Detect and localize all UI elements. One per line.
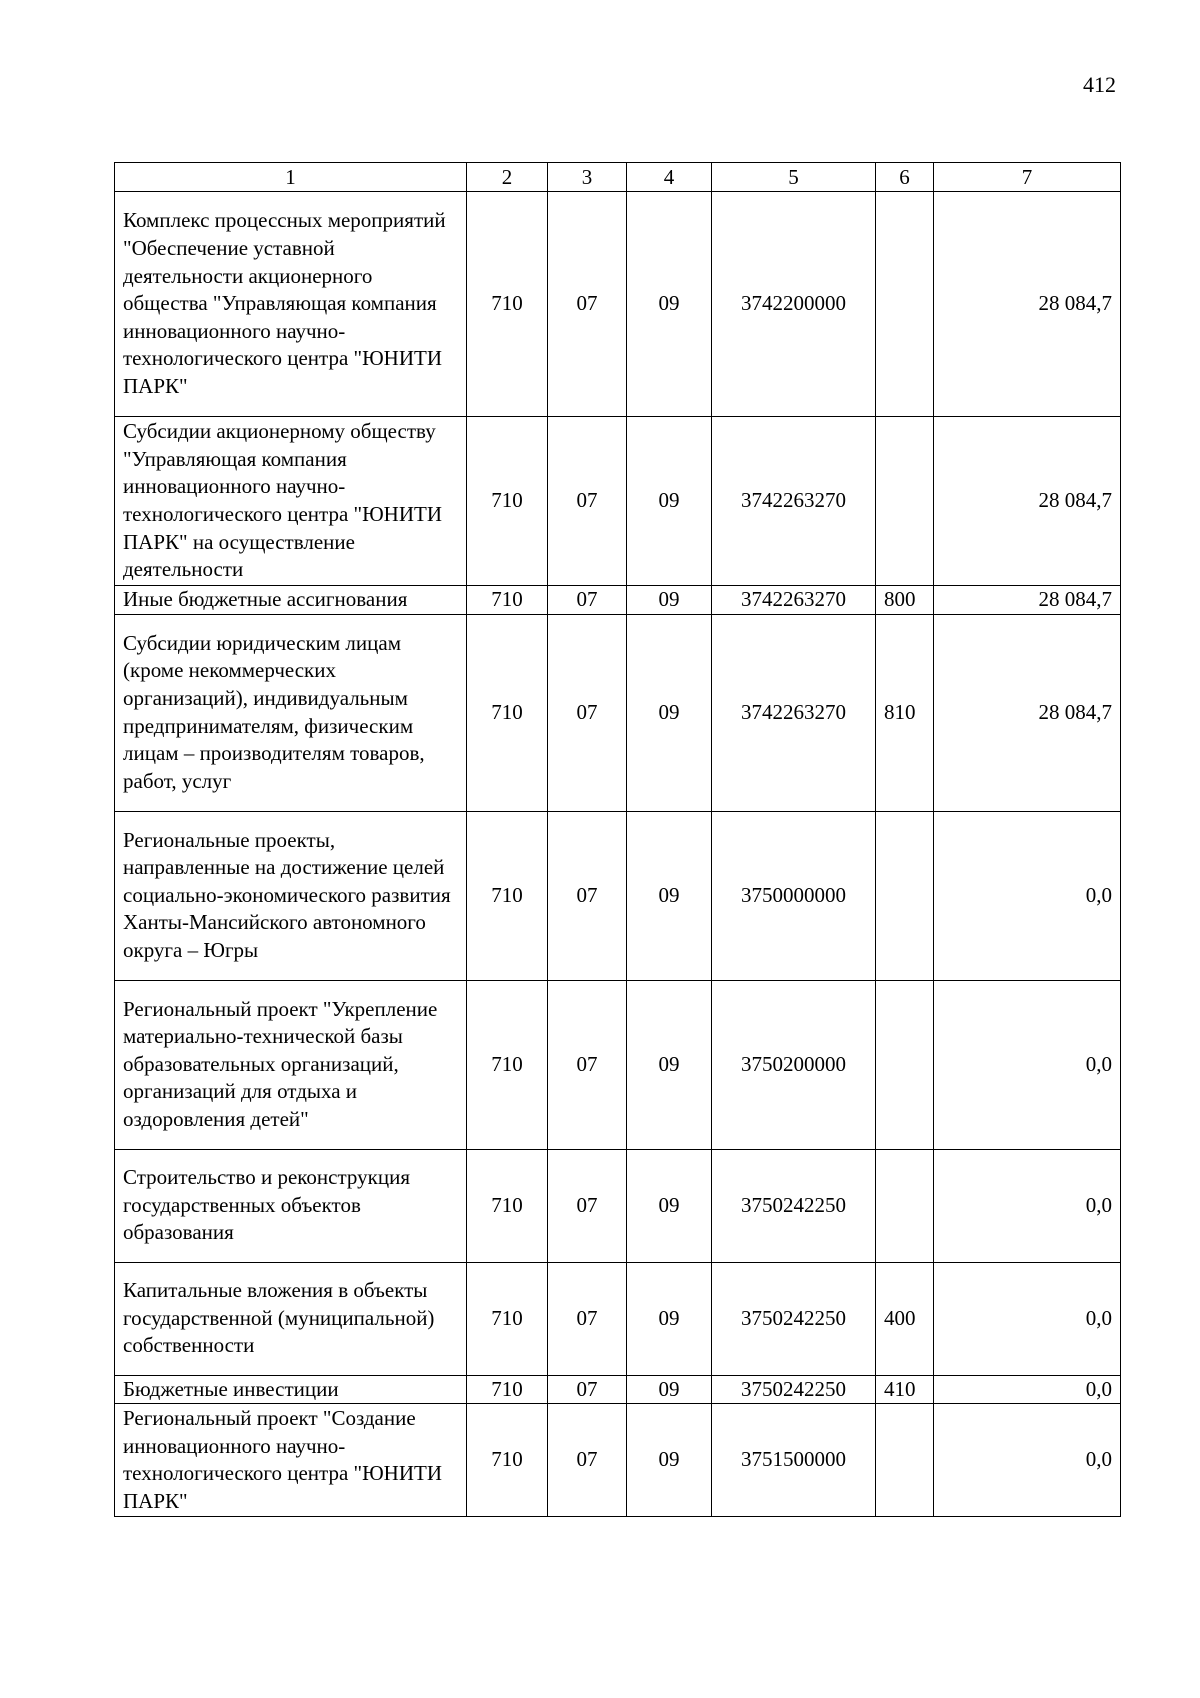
row-amount: 28 084,7 bbox=[934, 192, 1121, 417]
row-name: Региональные проекты, направленные на достижение целей социально-экономического развития Ханты-Мансийского автономного округа – Югры bbox=[115, 811, 467, 980]
row-code-2: 710 bbox=[467, 614, 548, 811]
row-name: Капитальные вложения в объекты государственной (муниципальной) собственности bbox=[115, 1262, 467, 1375]
row-code-4: 09 bbox=[627, 192, 712, 417]
row-code-2: 710 bbox=[467, 811, 548, 980]
table-row bbox=[115, 811, 1121, 980]
table-row bbox=[115, 980, 1121, 1149]
row-name: Субсидии юридическим лицам (кроме некоммерческих организаций), индивидуальным предпринимателям, физическим лицам – производителям товаров, работ, услуг bbox=[115, 614, 467, 811]
row-code-5: 3750242250 bbox=[712, 1262, 876, 1375]
row-amount: 28 084,7 bbox=[934, 614, 1121, 811]
row-code-2: 710 bbox=[467, 417, 548, 586]
row-code-6 bbox=[876, 417, 934, 586]
row-code-3: 07 bbox=[548, 1375, 627, 1404]
row-code-6 bbox=[876, 811, 934, 980]
row-code-6 bbox=[876, 980, 934, 1149]
row-code-6: 800 bbox=[876, 586, 934, 615]
table-body bbox=[115, 192, 1121, 1517]
row-code-5: 3742263270 bbox=[712, 417, 876, 586]
table-row bbox=[115, 1404, 1121, 1517]
table-row bbox=[115, 586, 1121, 615]
table-row bbox=[115, 1262, 1121, 1375]
table-row bbox=[115, 417, 1121, 586]
row-code-3: 07 bbox=[548, 417, 627, 586]
row-code-6 bbox=[876, 1404, 934, 1517]
row-code-5: 3742263270 bbox=[712, 586, 876, 615]
header-row bbox=[115, 163, 1121, 192]
row-code-5: 3750000000 bbox=[712, 811, 876, 980]
column-header-6: 6 bbox=[876, 163, 934, 192]
table-row bbox=[115, 1375, 1121, 1404]
row-code-3: 07 bbox=[548, 1404, 627, 1517]
row-code-4: 09 bbox=[627, 1404, 712, 1517]
row-code-6: 410 bbox=[876, 1375, 934, 1404]
row-amount: 0,0 bbox=[934, 1404, 1121, 1517]
row-code-5: 3750242250 bbox=[712, 1149, 876, 1262]
row-name: Субсидии акционерному обществу "Управляющая компания инновационного научно-технологического центра "ЮНИТИ ПАРК" на осуществление деятельности bbox=[115, 417, 467, 586]
row-code-3: 07 bbox=[548, 980, 627, 1149]
row-code-3: 07 bbox=[548, 586, 627, 615]
row-code-4: 09 bbox=[627, 811, 712, 980]
row-code-5: 3742200000 bbox=[712, 192, 876, 417]
row-code-2: 710 bbox=[467, 1404, 548, 1517]
row-amount: 28 084,7 bbox=[934, 586, 1121, 615]
row-amount: 0,0 bbox=[934, 980, 1121, 1149]
row-name: Региональный проект "Укрепление материально-технической базы образовательных организаций, организаций для отдыха и оздоровления детей" bbox=[115, 980, 467, 1149]
row-code-4: 09 bbox=[627, 980, 712, 1149]
row-code-4: 09 bbox=[627, 1375, 712, 1404]
row-code-2: 710 bbox=[467, 586, 548, 615]
row-name: Региональный проект "Создание инновационного научно-технологического центра "ЮНИТИ ПАРК" bbox=[115, 1404, 467, 1517]
row-code-5: 3751500000 bbox=[712, 1404, 876, 1517]
table-row bbox=[115, 1149, 1121, 1262]
row-name: Комплекс процессных мероприятий "Обеспечение уставной деятельности акционерного общества "Управляющая компания инновационного научно-технологического центра "ЮНИТИ ПАРК" bbox=[115, 192, 467, 417]
row-code-6: 810 bbox=[876, 614, 934, 811]
table-header bbox=[115, 163, 1121, 192]
row-code-4: 09 bbox=[627, 614, 712, 811]
column-header-1: 1 bbox=[115, 163, 467, 192]
row-name: Иные бюджетные ассигнования bbox=[115, 586, 467, 615]
row-name: Строительство и реконструкция государственных объектов образования bbox=[115, 1149, 467, 1262]
row-code-3: 07 bbox=[548, 192, 627, 417]
table-row bbox=[115, 192, 1121, 417]
budget-table bbox=[114, 162, 1121, 1517]
row-amount: 28 084,7 bbox=[934, 417, 1121, 586]
row-name: Бюджетные инвестиции bbox=[115, 1375, 467, 1404]
row-amount: 0,0 bbox=[934, 1149, 1121, 1262]
row-amount: 0,0 bbox=[934, 1262, 1121, 1375]
row-amount: 0,0 bbox=[934, 1375, 1121, 1404]
row-code-6: 400 bbox=[876, 1262, 934, 1375]
row-code-3: 07 bbox=[548, 811, 627, 980]
column-header-2: 2 bbox=[467, 163, 548, 192]
row-code-4: 09 bbox=[627, 1149, 712, 1262]
row-code-4: 09 bbox=[627, 417, 712, 586]
row-code-2: 710 bbox=[467, 1375, 548, 1404]
row-code-4: 09 bbox=[627, 586, 712, 615]
row-code-2: 710 bbox=[467, 1262, 548, 1375]
row-code-5: 3742263270 bbox=[712, 614, 876, 811]
row-code-3: 07 bbox=[548, 1262, 627, 1375]
row-amount: 0,0 bbox=[934, 811, 1121, 980]
column-header-7: 7 bbox=[934, 163, 1121, 192]
row-code-5: 3750200000 bbox=[712, 980, 876, 1149]
row-code-6 bbox=[876, 1149, 934, 1262]
page-number: 412 bbox=[1083, 72, 1116, 97]
column-header-5: 5 bbox=[712, 163, 876, 192]
row-code-6 bbox=[876, 192, 934, 417]
row-code-2: 710 bbox=[467, 980, 548, 1149]
column-header-4: 4 bbox=[627, 163, 712, 192]
row-code-3: 07 bbox=[548, 614, 627, 811]
row-code-5: 3750242250 bbox=[712, 1375, 876, 1404]
row-code-3: 07 bbox=[548, 1149, 627, 1262]
column-header-3: 3 bbox=[548, 163, 627, 192]
row-code-4: 09 bbox=[627, 1262, 712, 1375]
row-code-2: 710 bbox=[467, 1149, 548, 1262]
table-row bbox=[115, 614, 1121, 811]
row-code-2: 710 bbox=[467, 192, 548, 417]
